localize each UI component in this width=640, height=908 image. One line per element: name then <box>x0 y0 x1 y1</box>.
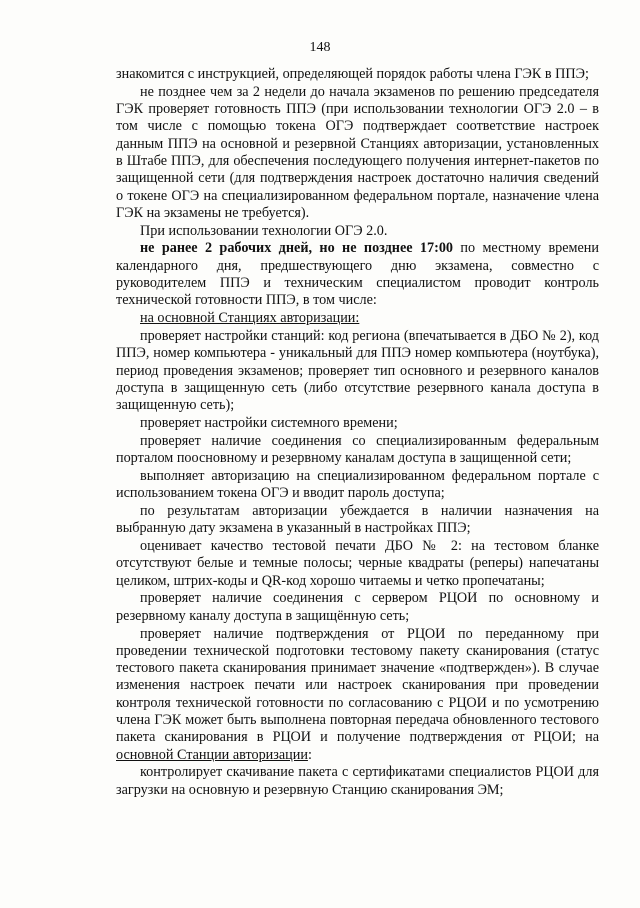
paragraph-9: выполняет авторизацию на специализированном федеральном портале с использованием токена ОГЭ и вводит пароль доступа; <box>116 467 599 502</box>
paragraph-12: проверяет наличие соединения с сервером РЦОИ по основному и резервному каналу доступа в защищённую сеть; <box>116 590 599 624</box>
deadline-emphasis: не ранее 2 рабочих дней, но не позднее 17:00 <box>140 240 454 257</box>
paragraph-13-end: : <box>307 746 312 763</box>
paragraph-4-text: по местному времени календарного дня, предшествующего дню экзамена, совместно с руководителем ППЭ и техническим специалистом проводит контроль технической готовности ППЭ, в том числе: <box>116 240 599 309</box>
page-body <box>116 66 599 799</box>
paragraph-5 <box>116 310 599 327</box>
section-heading-underlined: на основной Станциях авторизации: <box>140 310 360 327</box>
paragraph-7: проверяет настройки системного времени; <box>140 414 398 431</box>
paragraph-2: не позднее чем за 2 недели до начала экзаменов по решению председателя ГЭК проверяет готовность ППЭ (при использовании технологии ОГЭ 2.0 – в том числе с помощью токена ОГЭ подтверждает соответствие настроек данным ППЭ на основной и резервной Станциях авторизации, установленных в Штабе ППЭ, для обеспечения последующего получения интернет-пакетов по защищенной сети (для подтверждения настроек достаточно наличия сведений о токене ОГЭ на специализированном федеральном портале, назначение члена ГЭК на экзамены не требуется). <box>116 83 599 221</box>
paragraph-3: При использовании технологии ОГЭ 2.0. <box>140 222 388 239</box>
paragraph-13 <box>116 626 599 764</box>
paragraph-6: проверяет настройки станций: код региона (впечатывается в ДБО № 2), код ППЭ, номер компьютера - уникальный для ППЭ номер компьютера (ноутбука), период проведения экзаменов; проверяет тип основного и резервного каналов доступа в защищенную сеть (либо отсутствие резервного канала доступа в защищенную сеть); <box>116 327 599 414</box>
paragraph-11: оценивает качество тестовой печати ДБО № 2: на тестовом бланке отсутствуют белые и темные полосы; черные квадраты (реперы) напечатаны целиком, штрих-коды и QR-код хорошо читаемы и четко пропечатаны; <box>116 538 599 589</box>
paragraph-13-text: проверяет наличие подтверждения от РЦОИ по переданному при проведении технической подготовки тестовому пакету сканирования (статус тестового пакета сканирования принимает значение «подтвержден»). В случае изменения настроек печати или настроек сканирования при проведении контроля технической готовности по согласованию с РЦОИ и по усмотрению члена ГЭК может быть выполнена повторная передача обновленного тестового пакета сканирования в РЦОИ и получение подтверждения от РЦОИ; на <box>116 625 599 746</box>
underlined-station-reference: основной Станции авторизации <box>116 746 308 763</box>
page-number: 148 <box>309 40 331 55</box>
paragraph-8: проверяет наличие соединения со специализированным федеральным порталом поосновному и резервному каналам доступа в защищенной сети; <box>116 432 599 467</box>
paragraph-14: контролирует скачивание пакета с сертификатами специалистов РЦОИ для загрузки на основную и резервную Станцию сканирования ЭМ; <box>116 764 599 798</box>
paragraph-10: по результатам авторизации убеждается в наличии назначения на выбранную дату экзамена в указанный в настройках ППЭ; <box>116 502 599 537</box>
paragraph-1: знакомится с инструкцией, определяющей порядок работы члена ГЭК в ППЭ; <box>116 66 589 82</box>
paragraph-4 <box>116 240 599 309</box>
